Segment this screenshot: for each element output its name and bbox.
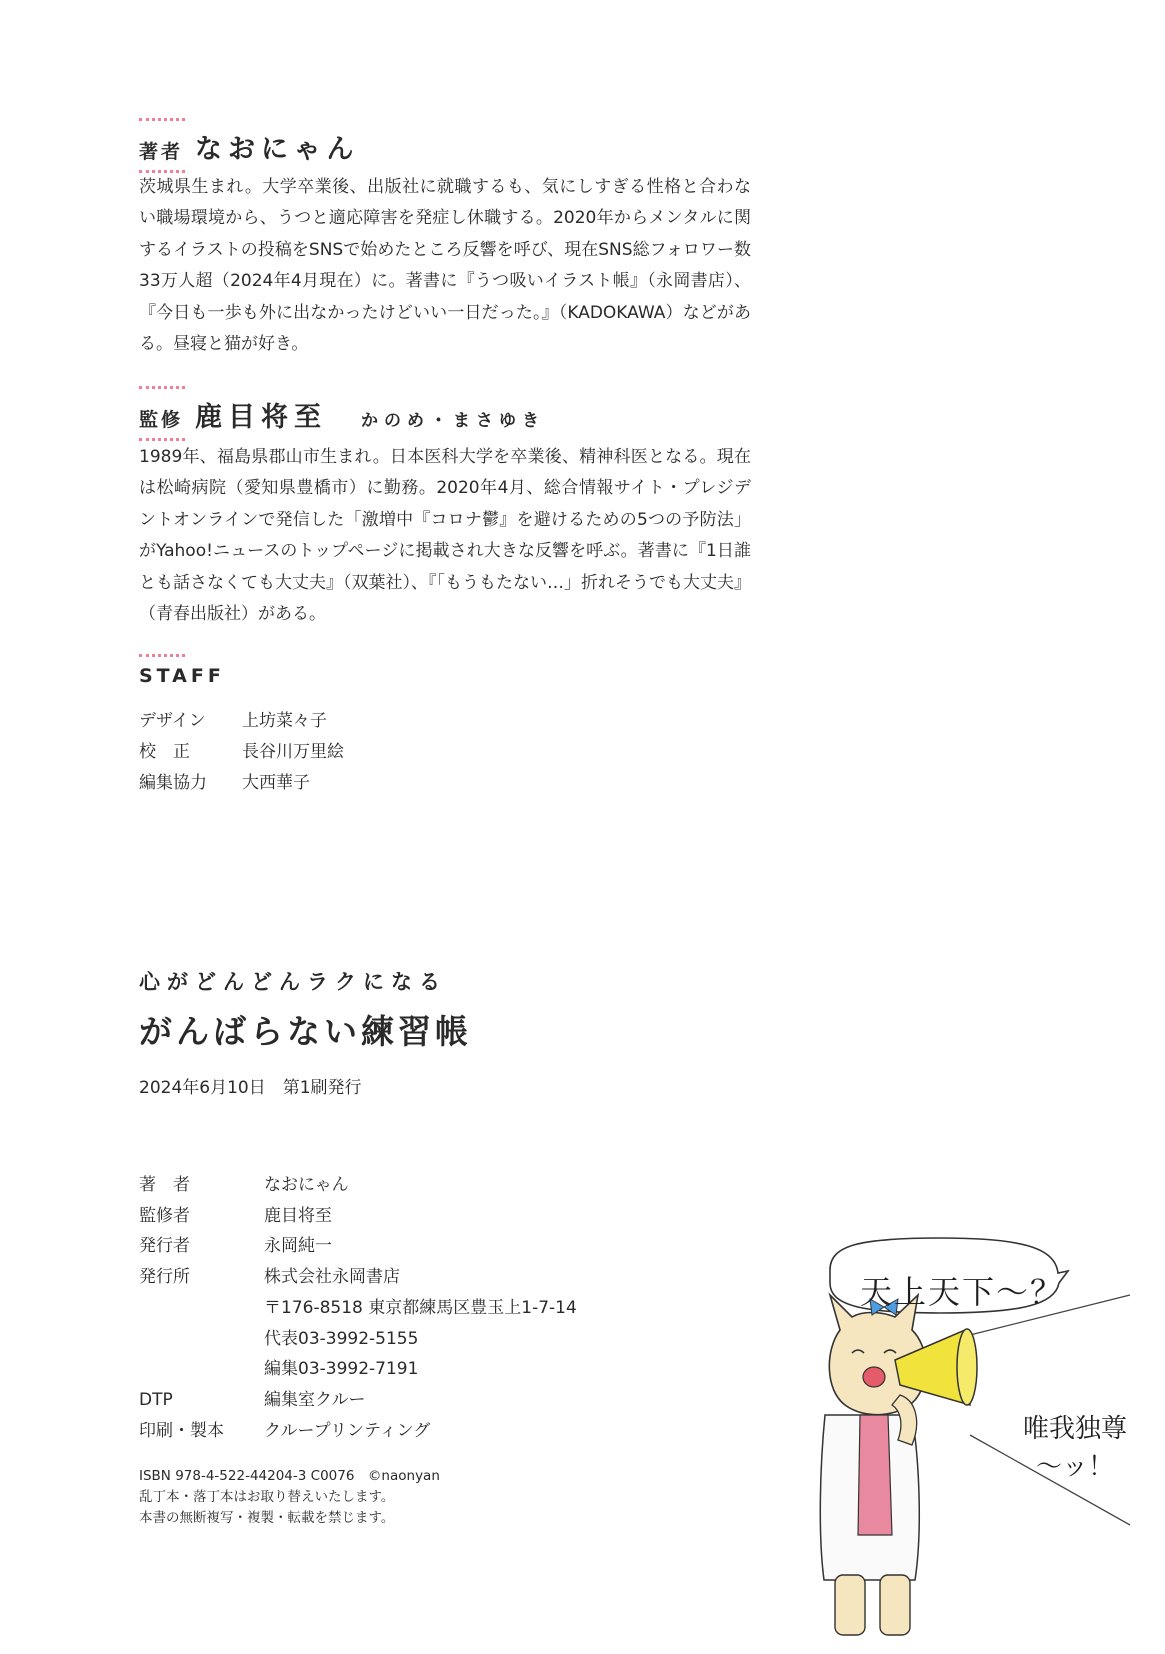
colophon-row (139, 1201, 577, 1232)
staff-list (139, 706, 344, 799)
supervisor-name: 鹿目将至 (195, 402, 328, 433)
dotted-rule (139, 654, 185, 657)
colophon-key (139, 1293, 264, 1324)
colophon-table (139, 1170, 577, 1446)
author-heading (139, 118, 359, 173)
colophon-row (139, 1170, 577, 1201)
colophon-key: 監修者 (139, 1205, 190, 1226)
colophon-value: 鹿目将至 (264, 1205, 332, 1226)
shout-text (1005, 1410, 1145, 1486)
supervisor-reading: かのめ・まさゆき (361, 411, 546, 431)
colophon-value: 永岡純一 (264, 1236, 332, 1257)
copyright-notice: 本書の無断複写・複製・転載を禁じます。 (139, 1510, 395, 1526)
cat-shirt (858, 1415, 892, 1535)
colophon-key: 著 者 (139, 1175, 190, 1195)
colophon-value: 株式会社永岡書店 (264, 1267, 400, 1288)
cat-mouth (863, 1367, 885, 1387)
cat-leg (880, 1575, 910, 1635)
colophon-row (139, 1416, 577, 1447)
staff-row (139, 706, 344, 737)
supervisor-heading (139, 386, 545, 441)
edition-date: 2024年6月10日 第1刷発行 (139, 1078, 362, 1098)
staff-role: デザイン (139, 711, 206, 731)
colophon-value: クループリンティング (264, 1420, 431, 1441)
colophon-value: なおにゃん (264, 1175, 349, 1195)
dotted-rule (139, 438, 185, 441)
colophon-row (139, 1385, 577, 1416)
staff-name: 大西華子 (242, 773, 310, 793)
author-name: なおにゃん (195, 134, 360, 165)
dotted-rule (139, 118, 185, 121)
staff-name: 上坊菜々子 (242, 711, 327, 731)
colophon-key: DTP (139, 1389, 173, 1410)
supervisor-label: 監修 (139, 409, 184, 431)
author-label: 著者 (139, 141, 184, 163)
staff-role: 校 正 (139, 742, 190, 762)
book-subtitle: 心がどんどんラクになる (139, 970, 447, 994)
colophon-value: 編集室クルー (264, 1389, 366, 1410)
staff-row (139, 737, 344, 768)
staff-row (139, 768, 344, 799)
cat-leg (835, 1575, 865, 1635)
shout-line-1: 唯我独尊 (1022, 1414, 1127, 1444)
colophon-key: 印刷・製本 (139, 1420, 224, 1441)
staff-label: STAFF (139, 665, 225, 687)
colophon-value: 〒176-8518 東京都練馬区豊玉上1-7-14 (264, 1297, 577, 1318)
colophon-key: 発行所 (139, 1267, 190, 1288)
colophon-key: 発行者 (139, 1236, 190, 1257)
legal-footer (139, 1466, 440, 1529)
isbn-line: ISBN 978-4-522-44204-3 C0076 ©naonyan (139, 1468, 440, 1484)
colophon-value: 編集03-3992-7191 (264, 1359, 419, 1380)
megaphone-bell (957, 1329, 977, 1405)
staff-heading (139, 654, 225, 691)
colophon-row (139, 1231, 577, 1262)
replacement-notice: 乱丁本・落丁本はお取り替えいたします。 (139, 1489, 395, 1505)
book-title: がんばらない練習帳 (139, 1012, 472, 1051)
colophon-value: 代表03-3992-5155 (264, 1328, 419, 1349)
colophon-row (139, 1324, 577, 1355)
staff-name: 長谷川万里絵 (242, 742, 344, 762)
colophon-row (139, 1293, 577, 1324)
colophon-row (139, 1262, 577, 1293)
shout-line-2: 〜ッ！ (1035, 1452, 1114, 1482)
supervisor-bio: 1989年、福島県郡山市生まれ。日本医科大学を卒業後、精神科医となる。現在は松崎病院（愛知県豊橋市）に勤務。2020年4月、総合情報サイト・プレジデントオンラインで発信した「激増中『コロナ鬱』を避けるための5つの予防法」がYahoo!ニュースのトップページに掲載され大きな反響を呼ぶ。著書に『1日誰とも話さなくても大丈夫』（双葉社）、『「もうもたない…」折れそうでも大丈夫』（青春出版社）がある。 (139, 447, 751, 625)
speech-bubble-text: 天上天下〜？ (860, 1273, 1065, 1311)
staff-role: 編集協力 (139, 773, 207, 793)
colophon-key (139, 1324, 264, 1355)
colophon-key (139, 1354, 264, 1385)
colophon-row (139, 1354, 577, 1385)
dotted-rule (139, 386, 185, 389)
author-bio: 茨城県生まれ。大学卒業後、出版社に就職するも、気にしすぎる性格と合わない職場環境から、うつと適応障害を発症し休職する。2020年からメンタルに関するイラストの投稿をSNSで始めたところ反響を呼び、現在SNS総フォロワー数33万人超（2024年4月現在）に。著書に『うつ吸いイラスト帳』（永岡書店）、『今日も一歩も外に出なかったけどいい一日だった。』（KADOKAWA）などがある。昼寝と猫が好き。 (139, 177, 751, 355)
